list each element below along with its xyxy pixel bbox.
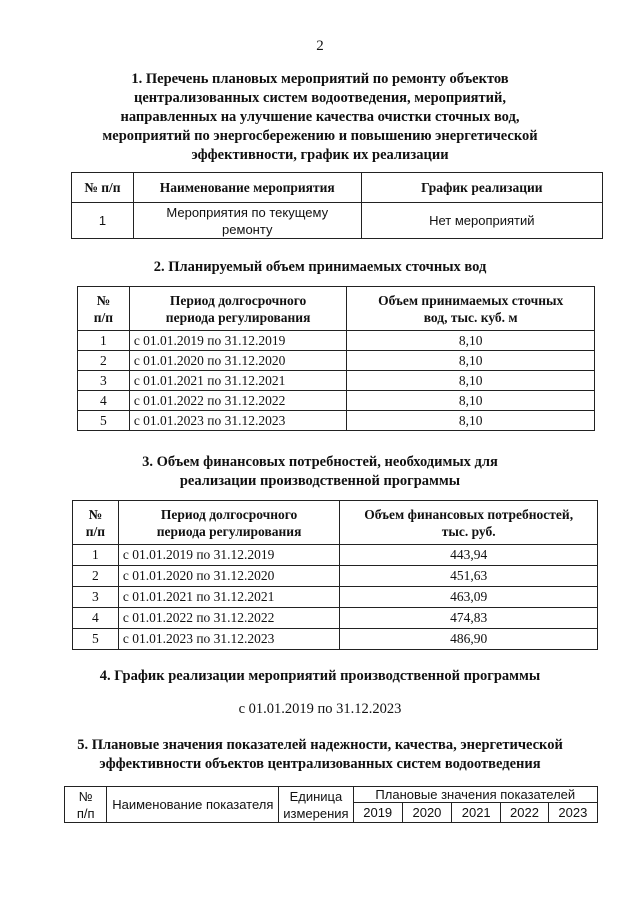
row-volume: 8,10 [347,411,595,431]
table-row [73,587,598,608]
section5-title-line: эффективности объектов централизованных систем водоотведения [99,756,541,772]
header-period-line: Период долгосрочного [160,506,298,522]
section1-title-line: 1. Перечень плановых мероприятий по ремонту объектов [131,71,509,87]
section1-title [0,70,640,165]
section5-title-line: 5. Плановые значения показателей надежности, качества, энергетической [77,737,563,753]
row-period: с 01.01.2019 по 31.12.2019 [129,331,347,351]
header-num [78,287,130,331]
header-financial-line: Объем финансовых потребностей, [364,506,574,522]
header-indicator-name: Наименование показателя [107,787,279,823]
measure-name-line: Мероприятия по текущему [166,204,329,220]
table-header-row [65,787,598,803]
row-num: 1 [78,331,130,351]
measures-table [71,172,603,239]
row-amount: 463,09 [340,587,598,608]
measure-name-line: ремонту [222,221,273,237]
row-period: с 01.01.2020 по 31.12.2020 [118,566,339,587]
section4-title: 4. График реализации мероприятий производственной программы [99,668,541,684]
section2-title: 2. Планируемый объем принимаемых сточных вод [153,259,487,275]
header-financial-line: тыс. руб. [441,523,496,539]
row-num: 5 [78,411,130,431]
indicators-table [64,786,598,823]
header-measure-name: Наименование мероприятия [133,173,361,203]
header-num-line: № [78,788,93,804]
header-planned-values: Плановые значения показателей [353,787,597,803]
section3-title-line: 3. Объем финансовых потребностей, необходимых для [142,454,498,470]
section1-title-line: мероприятий по энергосбережению и повышению энергетической [102,128,538,144]
header-unit [279,787,353,823]
row-num: 4 [73,608,119,629]
table-row [78,351,595,371]
header-schedule: График реализации [361,173,602,203]
section5-title [0,736,640,774]
header-num: № п/п [72,173,134,203]
page-number: 2 [316,38,324,54]
table-row [73,566,598,587]
header-num-line: № [96,292,111,308]
table-header-row [73,501,598,545]
row-amount: 474,83 [340,608,598,629]
header-period-line: периода регулирования [156,523,302,539]
header-volume-line: Объем принимаемых сточных [378,292,564,308]
row-num: 2 [78,351,130,371]
row-num: 1 [72,203,134,239]
header-year: 2023 [548,803,597,823]
table-header-row [72,173,603,203]
row-num: 1 [73,545,119,566]
row-volume: 8,10 [347,331,595,351]
header-period [129,287,347,331]
header-volume-line: вод, тыс. куб. м [423,309,518,325]
row-volume: 8,10 [347,351,595,371]
section3-title-line: реализации производственной программы [179,473,461,489]
row-measure-name [133,203,361,239]
header-year: 2021 [452,803,501,823]
row-period: с 01.01.2023 по 31.12.2023 [129,411,347,431]
row-amount: 486,90 [340,629,598,650]
row-schedule: Нет мероприятий [361,203,602,239]
table-row [73,629,598,650]
section1-title-line: направленных на улучшение качества очистки сточных вод, [120,109,520,125]
section1-title-line: эффективности, график их реализации [191,147,449,163]
row-num: 3 [78,371,130,391]
header-num-line: п/п [93,309,114,325]
financial-needs-table [72,500,598,650]
row-period: с 01.01.2022 по 31.12.2022 [118,608,339,629]
header-num-line: п/п [76,805,95,821]
row-period: с 01.01.2022 по 31.12.2022 [129,391,347,411]
header-num-line: п/п [85,523,106,539]
row-amount: 451,63 [340,566,598,587]
header-unit-line: измерения [283,805,349,821]
header-year: 2019 [353,803,402,823]
row-period: с 01.01.2019 по 31.12.2019 [118,545,339,566]
row-volume: 8,10 [347,371,595,391]
section3-title [0,453,640,491]
header-period [118,501,339,545]
section4-period: с 01.01.2019 по 31.12.2023 [238,701,402,717]
row-period: с 01.01.2021 по 31.12.2021 [118,587,339,608]
row-num: 5 [73,629,119,650]
row-num: 4 [78,391,130,411]
table-row [73,608,598,629]
row-period: с 01.01.2023 по 31.12.2023 [118,629,339,650]
table-header-row [78,287,595,331]
table-row [72,203,603,239]
header-year: 2020 [402,803,451,823]
header-period-line: периода регулирования [165,309,311,325]
table-row [78,391,595,411]
table-row [78,371,595,391]
row-period: с 01.01.2021 по 31.12.2021 [129,371,347,391]
header-year: 2022 [501,803,548,823]
row-volume: 8,10 [347,391,595,411]
header-num [65,787,107,823]
row-period: с 01.01.2020 по 31.12.2020 [129,351,347,371]
row-num: 3 [73,587,119,608]
table-row [73,545,598,566]
section1-title-line: централизованных систем водоотведения, мероприятий, [134,90,506,106]
header-num [73,501,119,545]
table-row [78,331,595,351]
row-num: 2 [73,566,119,587]
header-num-line: № [88,506,103,522]
row-amount: 443,94 [340,545,598,566]
header-financial-needs [340,501,598,545]
header-period-line: Период долгосрочного [169,292,307,308]
header-volume [347,287,595,331]
table-row [78,411,595,431]
header-unit-line: Единица [289,788,343,804]
wastewater-volume-table [77,286,595,431]
